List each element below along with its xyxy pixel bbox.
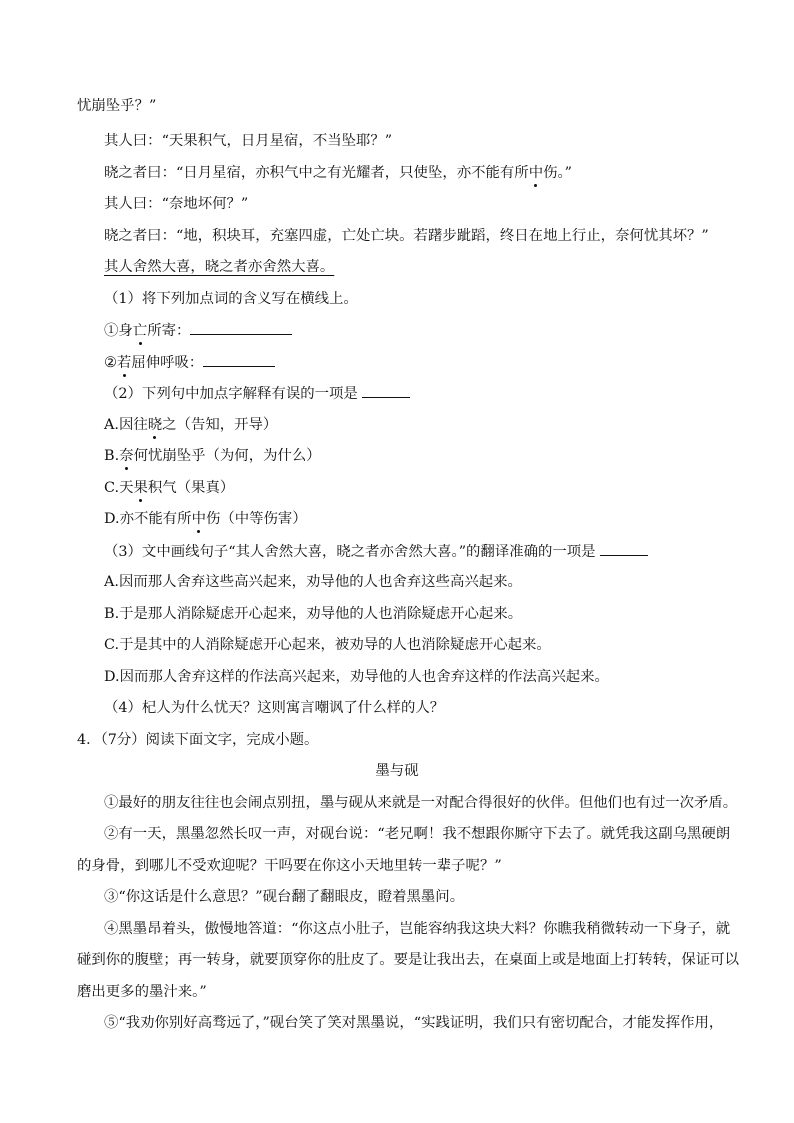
question-2-option-b	[104, 446, 321, 466]
underlined-text: 其人舍然大喜，晓之者亦舍然大喜。	[104, 259, 335, 275]
question-1-stem: （1）将下列加点词的含义写在横线上。	[104, 291, 358, 307]
passage-line: 晓之者曰：“地，积块耳，充塞四虚，亡处亡块。若躇步跐蹈，终日在地上行止，奈何忧其坏？”	[104, 228, 709, 244]
dotted-character: 若	[116, 355, 132, 371]
question-3-option-a: A.因而那人舍弃这些高兴起来，劝导他的人也舍弃这些高兴起来。	[104, 574, 522, 590]
answer-blank[interactable]	[203, 352, 275, 367]
passage-line	[104, 163, 572, 183]
text-segment: B.	[104, 448, 120, 464]
dotted-character: 亡	[132, 323, 148, 339]
text-segment: 伤（中等伤害）	[205, 511, 307, 527]
article-paragraph-4-cont: 碰到你的腹壁；再一转身，就要顶穿你的肚皮了。要是让我出去，在桌面上或是地面上打转转，保证可以	[77, 952, 739, 968]
text-segment: 晓之者曰：“日月星宿，亦积气中之有光耀者，只使坠，亦不能有所	[104, 165, 529, 181]
dotted-character: 晓	[147, 417, 163, 433]
article-title: 墨与砚	[375, 763, 419, 779]
article-paragraph-2-cont: 的身骨，到哪儿不受欢迎呢？干吗要在你这小天地里转一辈子呢？”	[77, 858, 502, 874]
question-4-stem: （4）杞人为什么忧天？这则寓言嘲讽了什么样的人？	[104, 700, 445, 716]
text-segment: 所寄：	[147, 323, 191, 339]
text-segment: A.因往	[104, 417, 148, 433]
question-2-stem	[104, 383, 410, 404]
question-1-item-1	[104, 320, 292, 341]
article-paragraph-2: ②有一天，黑墨忽然长叹一声，对砚台说：“老兄啊！我不想跟你厮守下去了。就凭我这副乌黑硬朗	[104, 826, 731, 842]
text-segment: 伤。”	[543, 165, 573, 181]
answer-blank[interactable]	[190, 320, 292, 335]
underlined-sentence	[104, 257, 334, 277]
dotted-character: 中	[191, 511, 206, 527]
text-segment: 之（告知，开导）	[162, 417, 278, 433]
question-3-stem	[104, 541, 648, 562]
text-segment: 积气（果真）	[147, 480, 235, 496]
dotted-character: 果	[133, 480, 148, 496]
article-paragraph-4-cont: 磨出更多的墨汁来。”	[77, 984, 207, 1000]
passage-line: 其人曰：“奈地坏何？”	[104, 196, 249, 212]
article-paragraph-3: ③“你这话是什么意思？”砚台翻了翻眼皮，瞪着黑墨问。	[104, 889, 465, 905]
question-1-item-2	[104, 352, 275, 373]
question-3-option-d: D.因而那人舍弃这样的作法高兴起来，劝导他的人也舍弃这样的作法高兴起来。	[104, 669, 609, 685]
text-segment: 何忧崩坠乎（为何，为什么）	[133, 448, 321, 464]
question-2-option-a	[104, 415, 277, 435]
text-segment: ②	[104, 355, 117, 371]
article-paragraph-4: ④黑墨昂着头，傲慢地答道：“你这点小肚子，岂能容纳我这块大料？你瞧我稍微转动一下身子，就	[104, 921, 731, 937]
text-segment: 屈伸呼吸：	[131, 355, 204, 371]
passage-line: 其人曰：“天果积气，日月星宿，不当坠耶？”	[104, 133, 393, 149]
question-2-option-c	[104, 478, 234, 498]
passage-line: 忧崩坠乎？”	[77, 98, 157, 114]
article-paragraph-1: ①最好的朋友往往也会闹点别扭，墨与砚从来就是一对配合得很好的伙伴。但他们也有过一次矛盾。	[104, 795, 738, 811]
question-2-option-d	[104, 509, 307, 529]
answer-blank[interactable]	[600, 541, 648, 556]
text-segment: D.亦不能有所	[104, 511, 192, 527]
text-segment: ①身	[104, 323, 133, 339]
question-3-option-b: B.于是那人消除疑虑开心起来，劝导他的人也消除疑虑开心起来。	[104, 606, 523, 622]
text-segment: C.天	[104, 480, 134, 496]
article-paragraph-5: ⑤“我劝你别好高骛远了，”砚台笑了笑对黑墨说，“实践证明，我们只有密切配合，才能发挥作用，	[104, 1015, 724, 1031]
dotted-character: 奈	[119, 448, 134, 464]
question-3-option-c: C.于是其中的人消除疑虑开心起来，被劝导的人也消除疑虑开心起来。	[104, 637, 551, 653]
text-segment: （2）下列句中加点字解释有误的一项是	[104, 386, 358, 402]
section-heading: 4．（7分）阅读下面文字，完成小题。	[77, 732, 319, 748]
text-segment: （3）文中画线句子“其人舍然大喜，晓之者亦舍然大喜。”的翻译准确的一项是	[104, 544, 596, 560]
dotted-character: 中	[528, 165, 544, 181]
answer-blank[interactable]	[362, 383, 410, 398]
